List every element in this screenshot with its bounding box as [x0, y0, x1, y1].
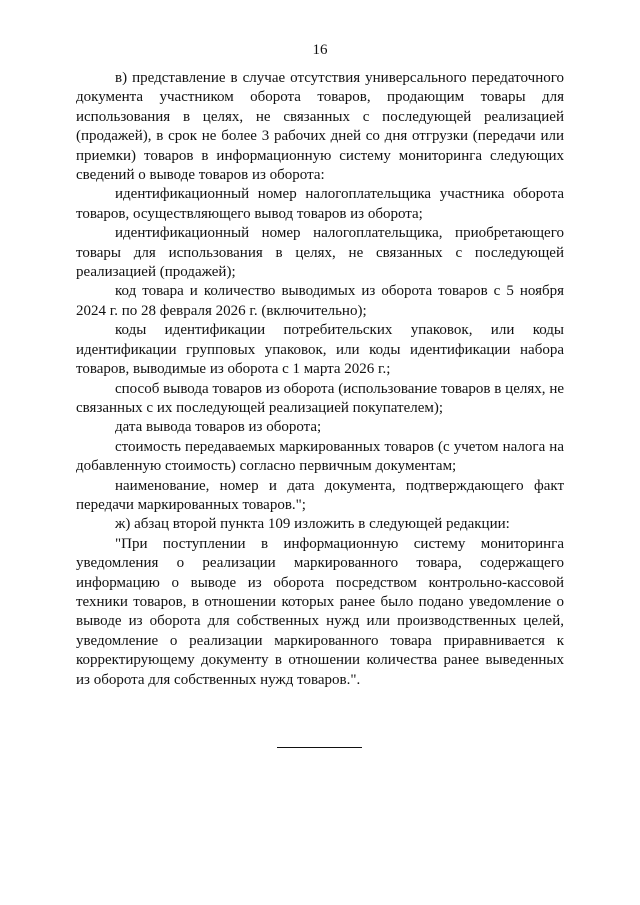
paragraph-taxpayer-id-seller: идентификационный номер налогоплательщика участника оборота товаров, осуществляющего вывод товаров из оборота;	[76, 186, 564, 222]
end-separator-line	[277, 747, 362, 748]
paragraph-item-v: в) представление в случае отсутствия универсального передаточного документа участником оборота товаров, продающим товары для использования в целях, не связанных с последующей реализацией (продажей), в срок не более 3 рабочих дней со дня отгрузки (передачи или приемки) товаров в информационную систему мониторинга следующих сведений о выводе товаров из оборота:	[76, 70, 564, 184]
paragraph-item-zh: ж) абзац второй пункта 109 изложить в следующей редакции:	[115, 516, 510, 533]
paragraph-withdrawal-date: дата вывода товаров из оборота;	[115, 419, 322, 436]
paragraph-document-details: наименование, номер и дата документа, подтверждающего факт передачи маркированных товаров.";	[76, 477, 564, 513]
paragraph-withdrawal-method: способ вывода товаров из оборота (использование товаров в целях, не связанных с их последующей реализацией покупателем);	[76, 380, 564, 416]
paragraph-identification-codes: коды идентификации потребительских упаковок, или коды идентификации групповых упаковок, или коды идентификации набора товаров, выводимые из оборота с 1 марта 2026 г.;	[76, 322, 564, 378]
paragraph-product-code: код товара и количество выводимых из оборота товаров с 5 ноября 2024 г. по 28 февраля 2026 г. (включительно);	[76, 283, 564, 319]
paragraph-goods-value: стоимость передаваемых маркированных товаров (с учетом налога на добавленную стоимость) согласно первичным документам;	[76, 438, 564, 475]
document-body	[76, 69, 564, 690]
paragraph-taxpayer-id-buyer: идентификационный номер налогоплательщика, приобретающего товары для использования в целях, не связанных с последующей реализацией (продажей);	[76, 225, 564, 281]
paragraph-new-wording: "При поступлении в информационную систему мониторинга уведомления о реализации маркированного товара, содержащего информацию о выводе из оборота посредством контрольно-кассовой техники товаров, в отношении которых ранее было подано уведомление о выводе из оборота для собственных нужд или производственных целей, уведомление о реализации маркированного товара приравнивается к корректирующему документу в отношении количества ранее выведенных из оборота для собственных нужд товаров.".	[76, 535, 564, 688]
page-number: 16	[312, 42, 328, 58]
